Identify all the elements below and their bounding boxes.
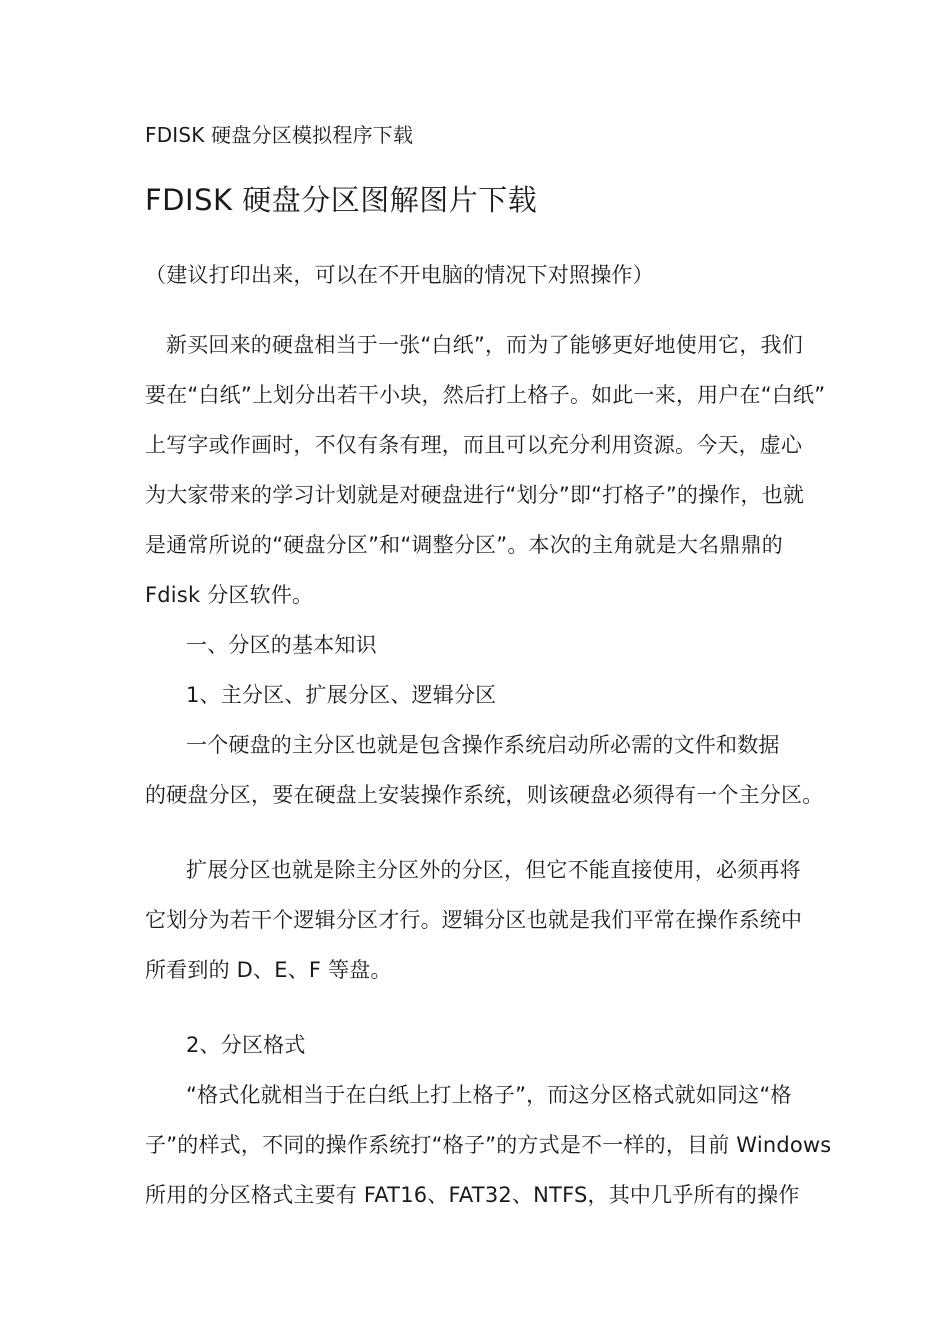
paragraph-line: 是通常所说的“硬盘分区”和“调整分区”。本次的主角就是大名鼎鼎的 (145, 533, 783, 557)
paragraph-line: 所看到的 D、E、F 等盘。 (145, 958, 392, 982)
subsection-heading: 2、分区格式 (186, 1033, 306, 1057)
paragraph-line: 一个硬盘的主分区也就是包含操作系统启动所必需的文件和数据 (186, 733, 780, 757)
print-note: （建议打印出来，可以在不开电脑的情况下对照操作） (145, 263, 654, 287)
paragraph-line: 它划分为若干个逻辑分区才行。逻辑分区也就是我们平常在操作系统中 (145, 908, 803, 932)
main-title: FDISK 硬盘分区图解图片下载 (145, 183, 538, 217)
paragraph-line: 扩展分区也就是除主分区外的分区，但它不能直接使用，必须再将 (186, 858, 801, 882)
top-title: FDISK 硬盘分区模拟程序下载 (145, 123, 414, 147)
paragraph-line: 要在“白纸”上划分出若干小块，然后打上格子。如此一来，用户在“白纸” (145, 383, 826, 407)
paragraph-line: 子”的样式，不同的操作系统打“格子”的方式是不一样的，目前 Windows (145, 1133, 832, 1157)
paragraph-line: 所用的分区格式主要有 FAT16、FAT32、NTFS，其中几乎所有的操作 (145, 1183, 800, 1207)
paragraph-line: 的硬盘分区，要在硬盘上安装操作系统，则该硬盘必须得有一个主分区。 (145, 783, 824, 807)
paragraph-line: Fdisk 分区软件。 (145, 583, 314, 607)
paragraph-line: 为大家带来的学习计划就是对硬盘进行“划分”即“打格子”的操作，也就 (145, 483, 805, 507)
subsection-heading: 1、主分区、扩展分区、逻辑分区 (186, 683, 497, 707)
section-heading: 一、分区的基本知识 (186, 633, 377, 657)
paragraph-line: “格式化就相当于在白纸上打上格子”，而这分区格式就如同这“格 (186, 1083, 792, 1107)
paragraph-line: 上写字或作画时，不仅有条有理，而且可以充分利用资源。今天，虚心 (145, 433, 803, 457)
paragraph-line: 新买回来的硬盘相当于一张“白纸”，而为了能够更好地使用它，我们 (166, 333, 803, 357)
